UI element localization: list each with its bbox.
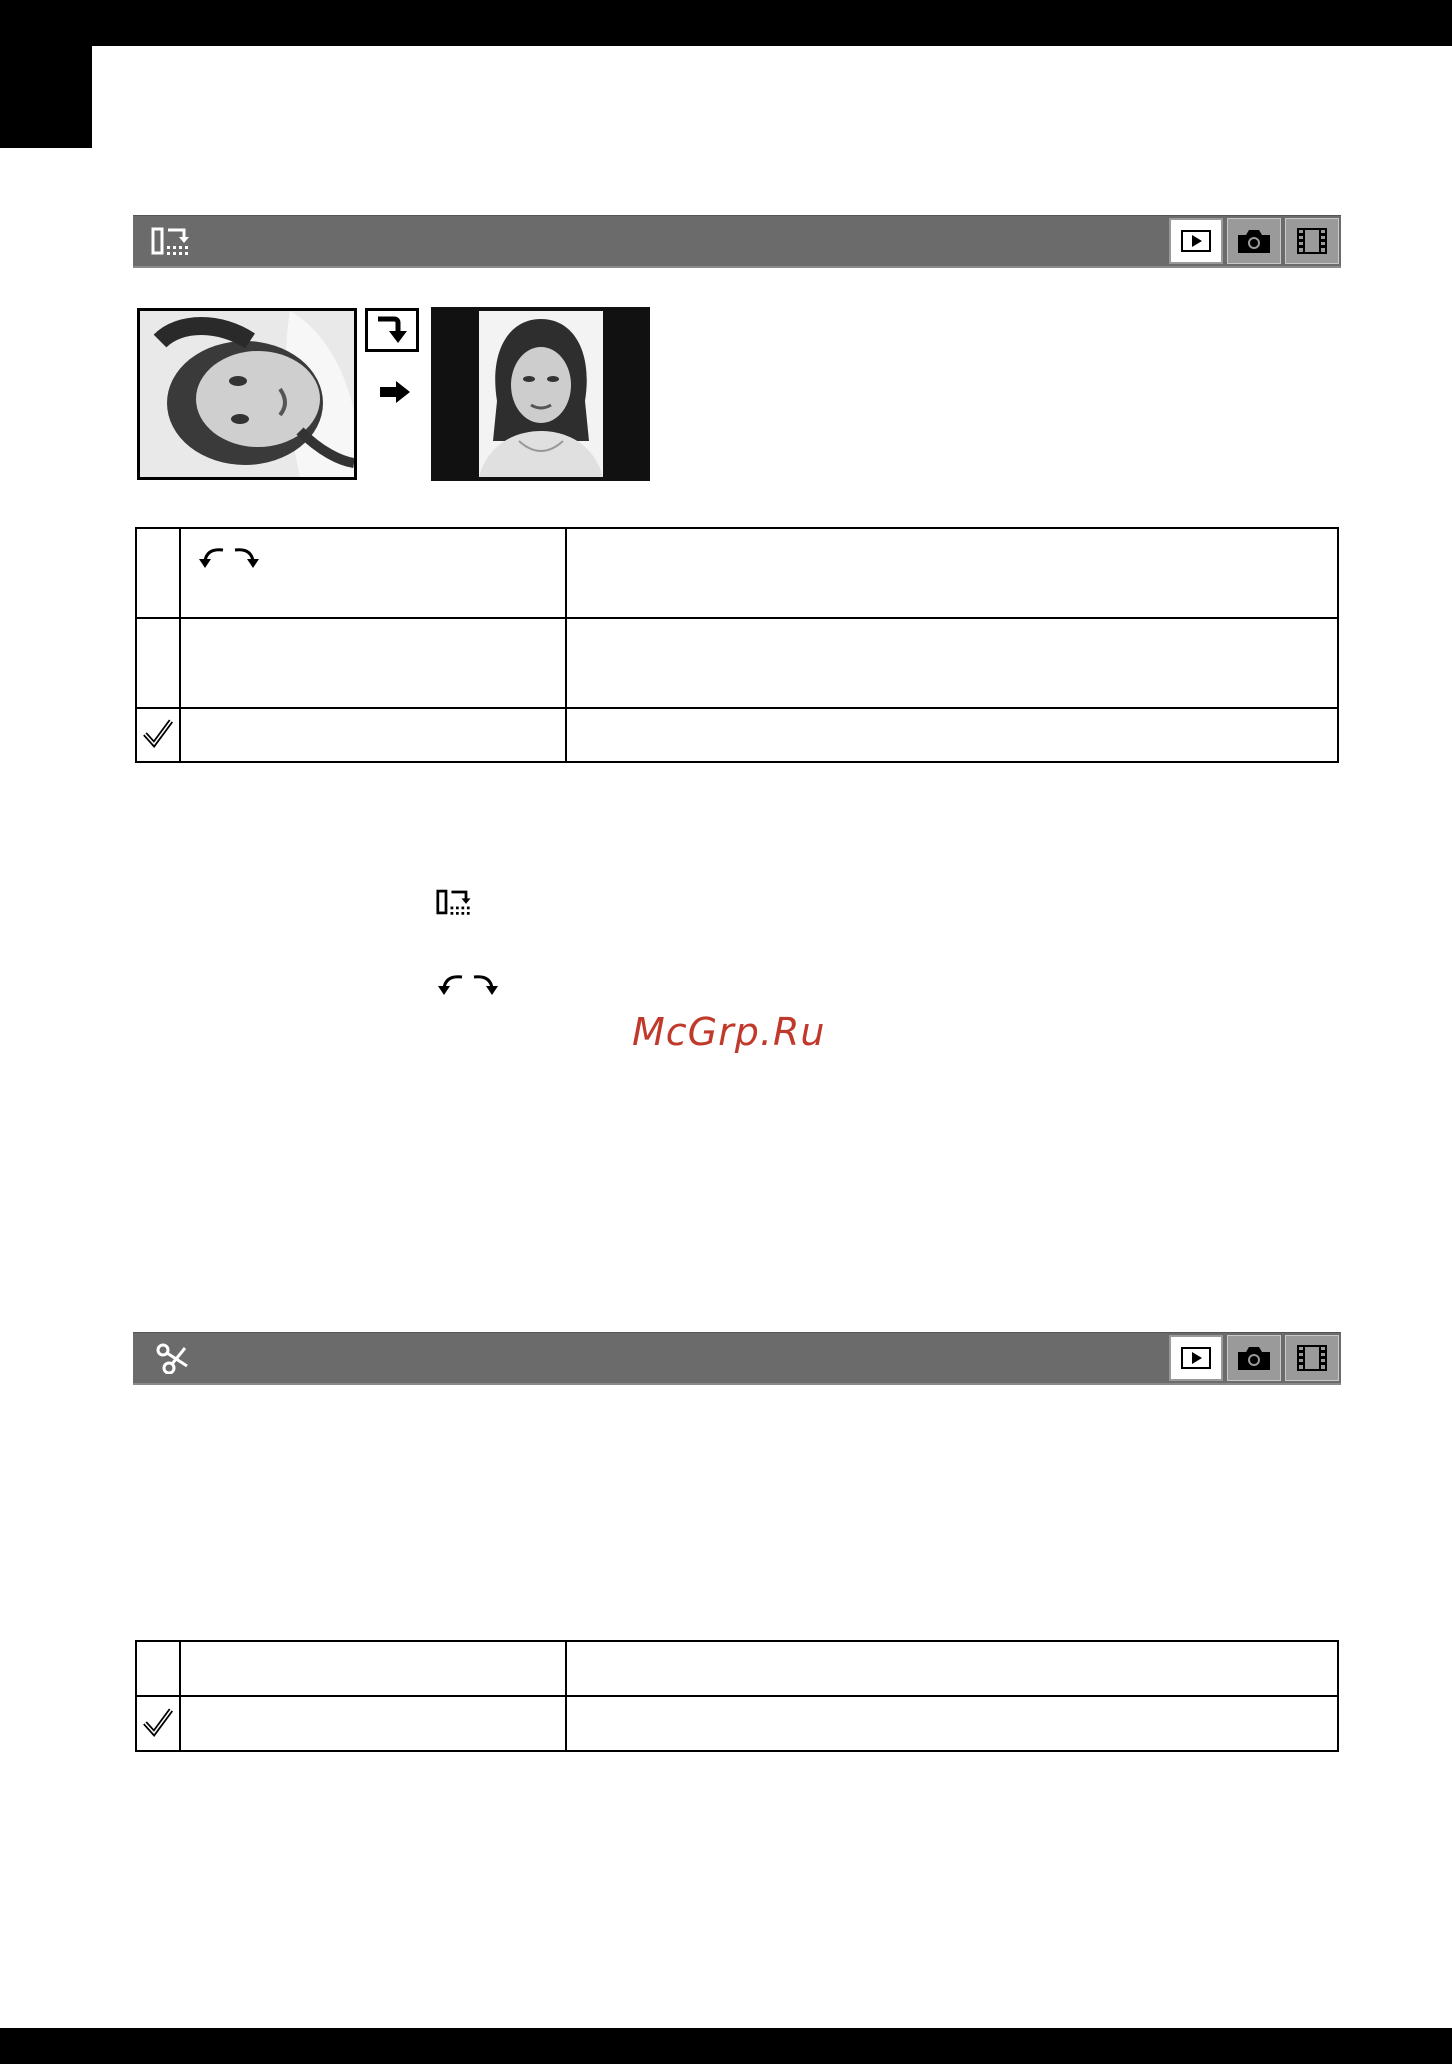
- page-bottom-bar: [0, 2028, 1452, 2064]
- divide-options-table: [135, 1640, 1339, 1752]
- portrait-sideways-image: [140, 311, 354, 477]
- table-row: [136, 708, 1338, 762]
- table-cell-option: [180, 618, 566, 708]
- arrow-right-icon: [378, 380, 412, 404]
- mode-icons: [1169, 1333, 1339, 1383]
- table-cell-description: [566, 708, 1338, 762]
- camera-icon: [1236, 227, 1272, 255]
- table-cell-option: [180, 528, 566, 618]
- table-cell-description: [566, 618, 1338, 708]
- rotate-image-icon: [436, 886, 476, 918]
- photo-after-rotation: [431, 307, 650, 481]
- playback-mode: [1169, 218, 1223, 264]
- table-cell-marker: [136, 528, 180, 618]
- option-description: [567, 1642, 1337, 1658]
- movie-mode: [1285, 218, 1339, 264]
- table-cell-option: [180, 708, 566, 762]
- table-cell-marker: [136, 708, 180, 762]
- table-row: [136, 618, 1338, 708]
- table-cell-description: [566, 528, 1338, 618]
- table-cell-marker: [136, 618, 180, 708]
- table-cell-marker: [136, 1696, 180, 1751]
- page-top-bar: [0, 0, 1452, 46]
- option-label: [181, 709, 565, 725]
- movie-icon: [1296, 227, 1328, 255]
- rotate-options-table: [135, 527, 1339, 763]
- movie-icon: [1296, 1344, 1328, 1372]
- still-mode: [1227, 1335, 1281, 1381]
- playback-icon: [1181, 230, 1211, 252]
- option-label: [181, 1697, 565, 1713]
- option-label: [181, 619, 565, 635]
- page-corner-tab: [0, 0, 92, 148]
- playback-mode: [1169, 1335, 1223, 1381]
- still-mode: [1227, 218, 1281, 264]
- rotate-arrows-icon: [197, 543, 261, 571]
- rotate-clockwise-icon: [368, 311, 416, 349]
- rotate-section-header: [133, 215, 1341, 268]
- camera-icon: [1236, 1344, 1272, 1372]
- table-row: [136, 528, 1338, 618]
- portrait-upright-image: [479, 311, 603, 477]
- divide-section-header: [133, 1332, 1341, 1385]
- table-cell-option: [180, 1696, 566, 1751]
- option-description: [567, 529, 1337, 545]
- rotate-image-icon: [151, 225, 195, 257]
- option-description: [567, 619, 1337, 635]
- check-icon: [142, 718, 174, 748]
- table-cell-description: [566, 1641, 1338, 1696]
- mode-icons: [1169, 216, 1339, 266]
- photo-before-rotation: [137, 308, 357, 480]
- option-description: [567, 1697, 1337, 1713]
- playback-icon: [1181, 1347, 1211, 1369]
- rotate-badge: [365, 308, 419, 352]
- option-description: [567, 709, 1337, 725]
- table-cell-description: [566, 1696, 1338, 1751]
- table-row: [136, 1641, 1338, 1696]
- option-label: [181, 575, 565, 591]
- check-icon: [142, 1707, 174, 1737]
- movie-mode: [1285, 1335, 1339, 1381]
- rotate-arrows-icon: [436, 970, 500, 998]
- table-row: [136, 1696, 1338, 1751]
- scissors-icon: [151, 1342, 195, 1374]
- option-label: [181, 1642, 565, 1658]
- table-cell-option: [180, 1641, 566, 1696]
- table-cell-marker: [136, 1641, 180, 1696]
- watermark-text: McGrp.Ru: [632, 1010, 826, 1054]
